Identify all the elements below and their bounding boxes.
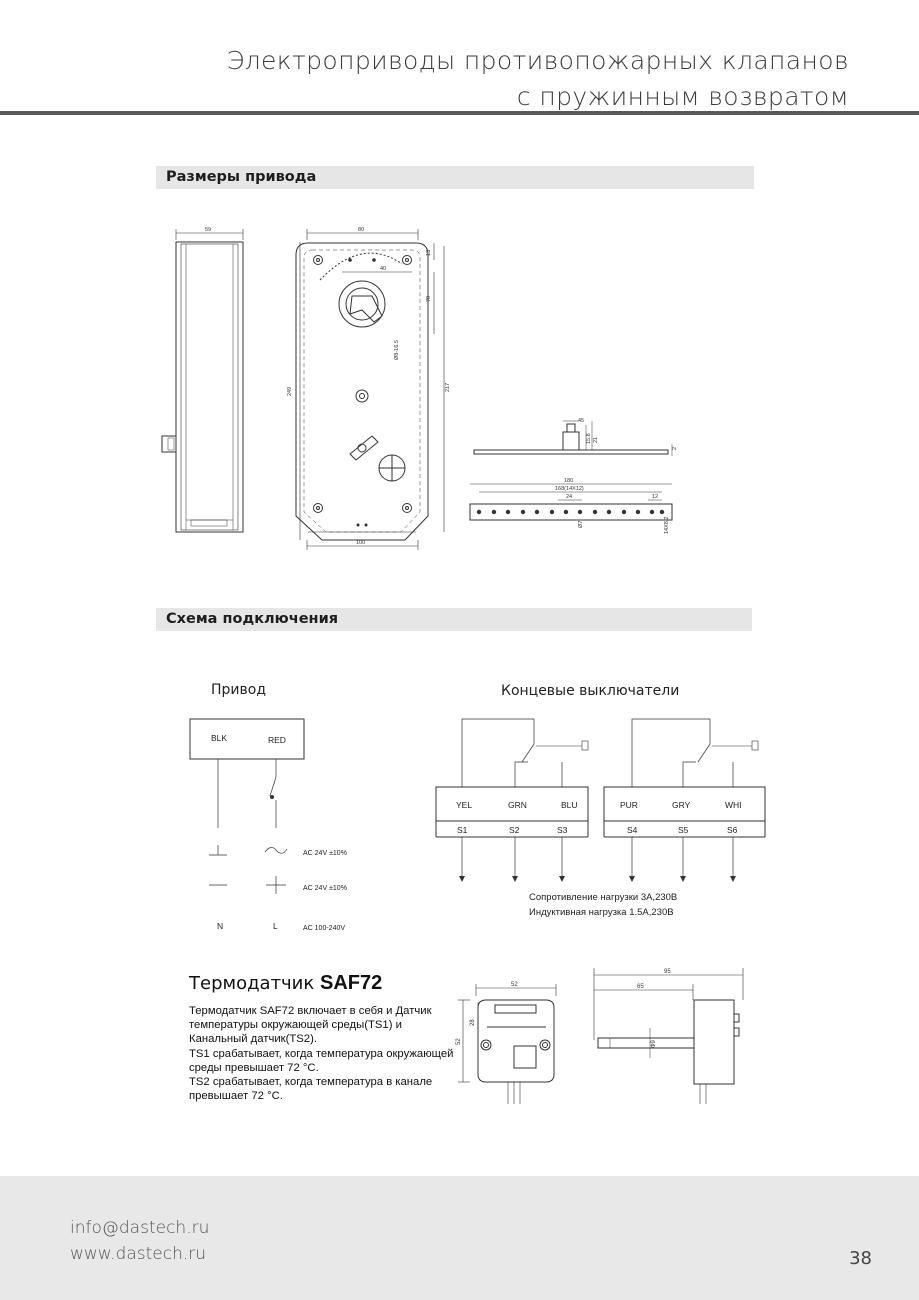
- thermo-line: среды превышает 72 °C.: [189, 1061, 319, 1074]
- thermo-line: превышает 72 °C.: [189, 1090, 283, 1103]
- dim-bracket-width: 45: [578, 418, 585, 424]
- thermo-line: Термодатчик SAF72 включает в себя и Датчик: [189, 1005, 432, 1017]
- dim-shaft-diameter: Ø8-16.5: [394, 340, 400, 360]
- switch-color-yel: YEL: [456, 800, 473, 810]
- page-number: 38: [849, 1248, 872, 1269]
- front-view: [296, 229, 444, 550]
- wire-blk: BLK: [211, 733, 228, 743]
- dim-strip-holes: 168(14X12): [555, 486, 584, 492]
- section-title-dimensions: Размеры привода: [166, 169, 317, 185]
- section-bar-wiring: [156, 608, 752, 631]
- dim-strip-length: 180: [564, 478, 574, 484]
- dim-front-height: 249: [287, 386, 293, 396]
- switch-color-blu: BLU: [561, 800, 578, 810]
- thermo-dim-body: 65: [637, 984, 644, 990]
- dim-shaft-offset: 70: [426, 295, 432, 302]
- wiring-diagram: [0, 700, 919, 940]
- switch-terminal-s2: S2: [509, 825, 520, 835]
- dim-strip-mid: 24: [566, 494, 573, 500]
- thermo-dim-total: 95: [664, 969, 671, 975]
- thermo-dim-height: 52: [456, 1038, 462, 1045]
- thermo-title-prefix: Термодатчик: [189, 973, 315, 994]
- power-n: N: [217, 921, 224, 931]
- actuator-dimension-drawing: [0, 0, 919, 600]
- thermo-dimension-drawing: [0, 960, 919, 1110]
- switch-terminal-s6: S6: [727, 825, 738, 835]
- thermo-dim-inner: 28: [470, 1019, 476, 1026]
- switch-color-gry: GRY: [672, 800, 691, 810]
- wire-red: RED: [268, 735, 286, 745]
- thermo-line: TS2 срабатывает, когда температура в канале: [189, 1076, 433, 1089]
- footer-website-link[interactable]: www.dastech.ru: [70, 1244, 207, 1264]
- load-resistive: Сопротивление нагрузки 3А,230В: [529, 892, 678, 903]
- power-ac230: AC 100-240V: [303, 925, 346, 932]
- dim-front-inner-height: 217: [445, 382, 451, 392]
- section-title-wiring: Схема подключения: [166, 611, 339, 627]
- header-title-line1: Электроприводы противопожарных клапанов: [226, 46, 849, 75]
- thermo-title-model: SAF72: [320, 972, 383, 994]
- dim-front-width-top: 80: [358, 227, 365, 233]
- dim-shaft-horizontal: 40: [380, 266, 387, 272]
- power-ac24: AC 24V ±10%: [303, 850, 347, 857]
- thermo-dim-width: 52: [511, 982, 518, 988]
- switch-terminal-s5: S5: [678, 825, 689, 835]
- switch-color-grn: GRN: [508, 800, 527, 810]
- bracket-side-view: [474, 421, 672, 456]
- dim-front-width-bottom: 100: [356, 540, 366, 546]
- dim-top-offset: 13: [426, 249, 432, 256]
- footer-email-link[interactable]: info@dastech.ru: [70, 1218, 210, 1238]
- dim-bracket-h2: 15.8: [586, 433, 592, 444]
- side-view: [162, 229, 243, 532]
- thermo-line: Канальный датчик(TS2).: [189, 1033, 317, 1046]
- power-dc24: AC 24V ±10%: [303, 885, 347, 892]
- switches-label: Концевые выключатели: [501, 683, 680, 699]
- switch-color-whi: WHI: [725, 800, 742, 810]
- page-footer: [0, 1176, 919, 1300]
- actuator-label: Привод: [211, 682, 267, 698]
- switch-color-pur: PUR: [620, 800, 638, 810]
- thermo-dim-probe: Ф9: [651, 1040, 657, 1048]
- thermo-line: TS1 срабатывает, когда температура окружающей: [189, 1047, 454, 1060]
- dim-strip-height: 14X8.2: [664, 516, 670, 534]
- dim-strip-hole-d: Ø7: [578, 520, 584, 528]
- dim-side-width: 59: [205, 227, 212, 233]
- dim-bracket-thickness: 2: [672, 446, 678, 450]
- load-inductive: Индуктивная нагрузка 1.5А,230В: [529, 907, 674, 918]
- dim-strip-pitch: 12: [652, 494, 659, 500]
- power-l: L: [273, 921, 278, 931]
- switch-terminal-s1: S1: [457, 825, 468, 835]
- thermo-line: температуры окружающей среды(TS1) и: [189, 1019, 402, 1032]
- switch-terminal-s3: S3: [557, 825, 568, 835]
- dim-bracket-h1: 21: [593, 436, 599, 443]
- switch-terminal-s4: S4: [627, 825, 638, 835]
- header-title-line2: с пружинным возвратом: [516, 82, 849, 111]
